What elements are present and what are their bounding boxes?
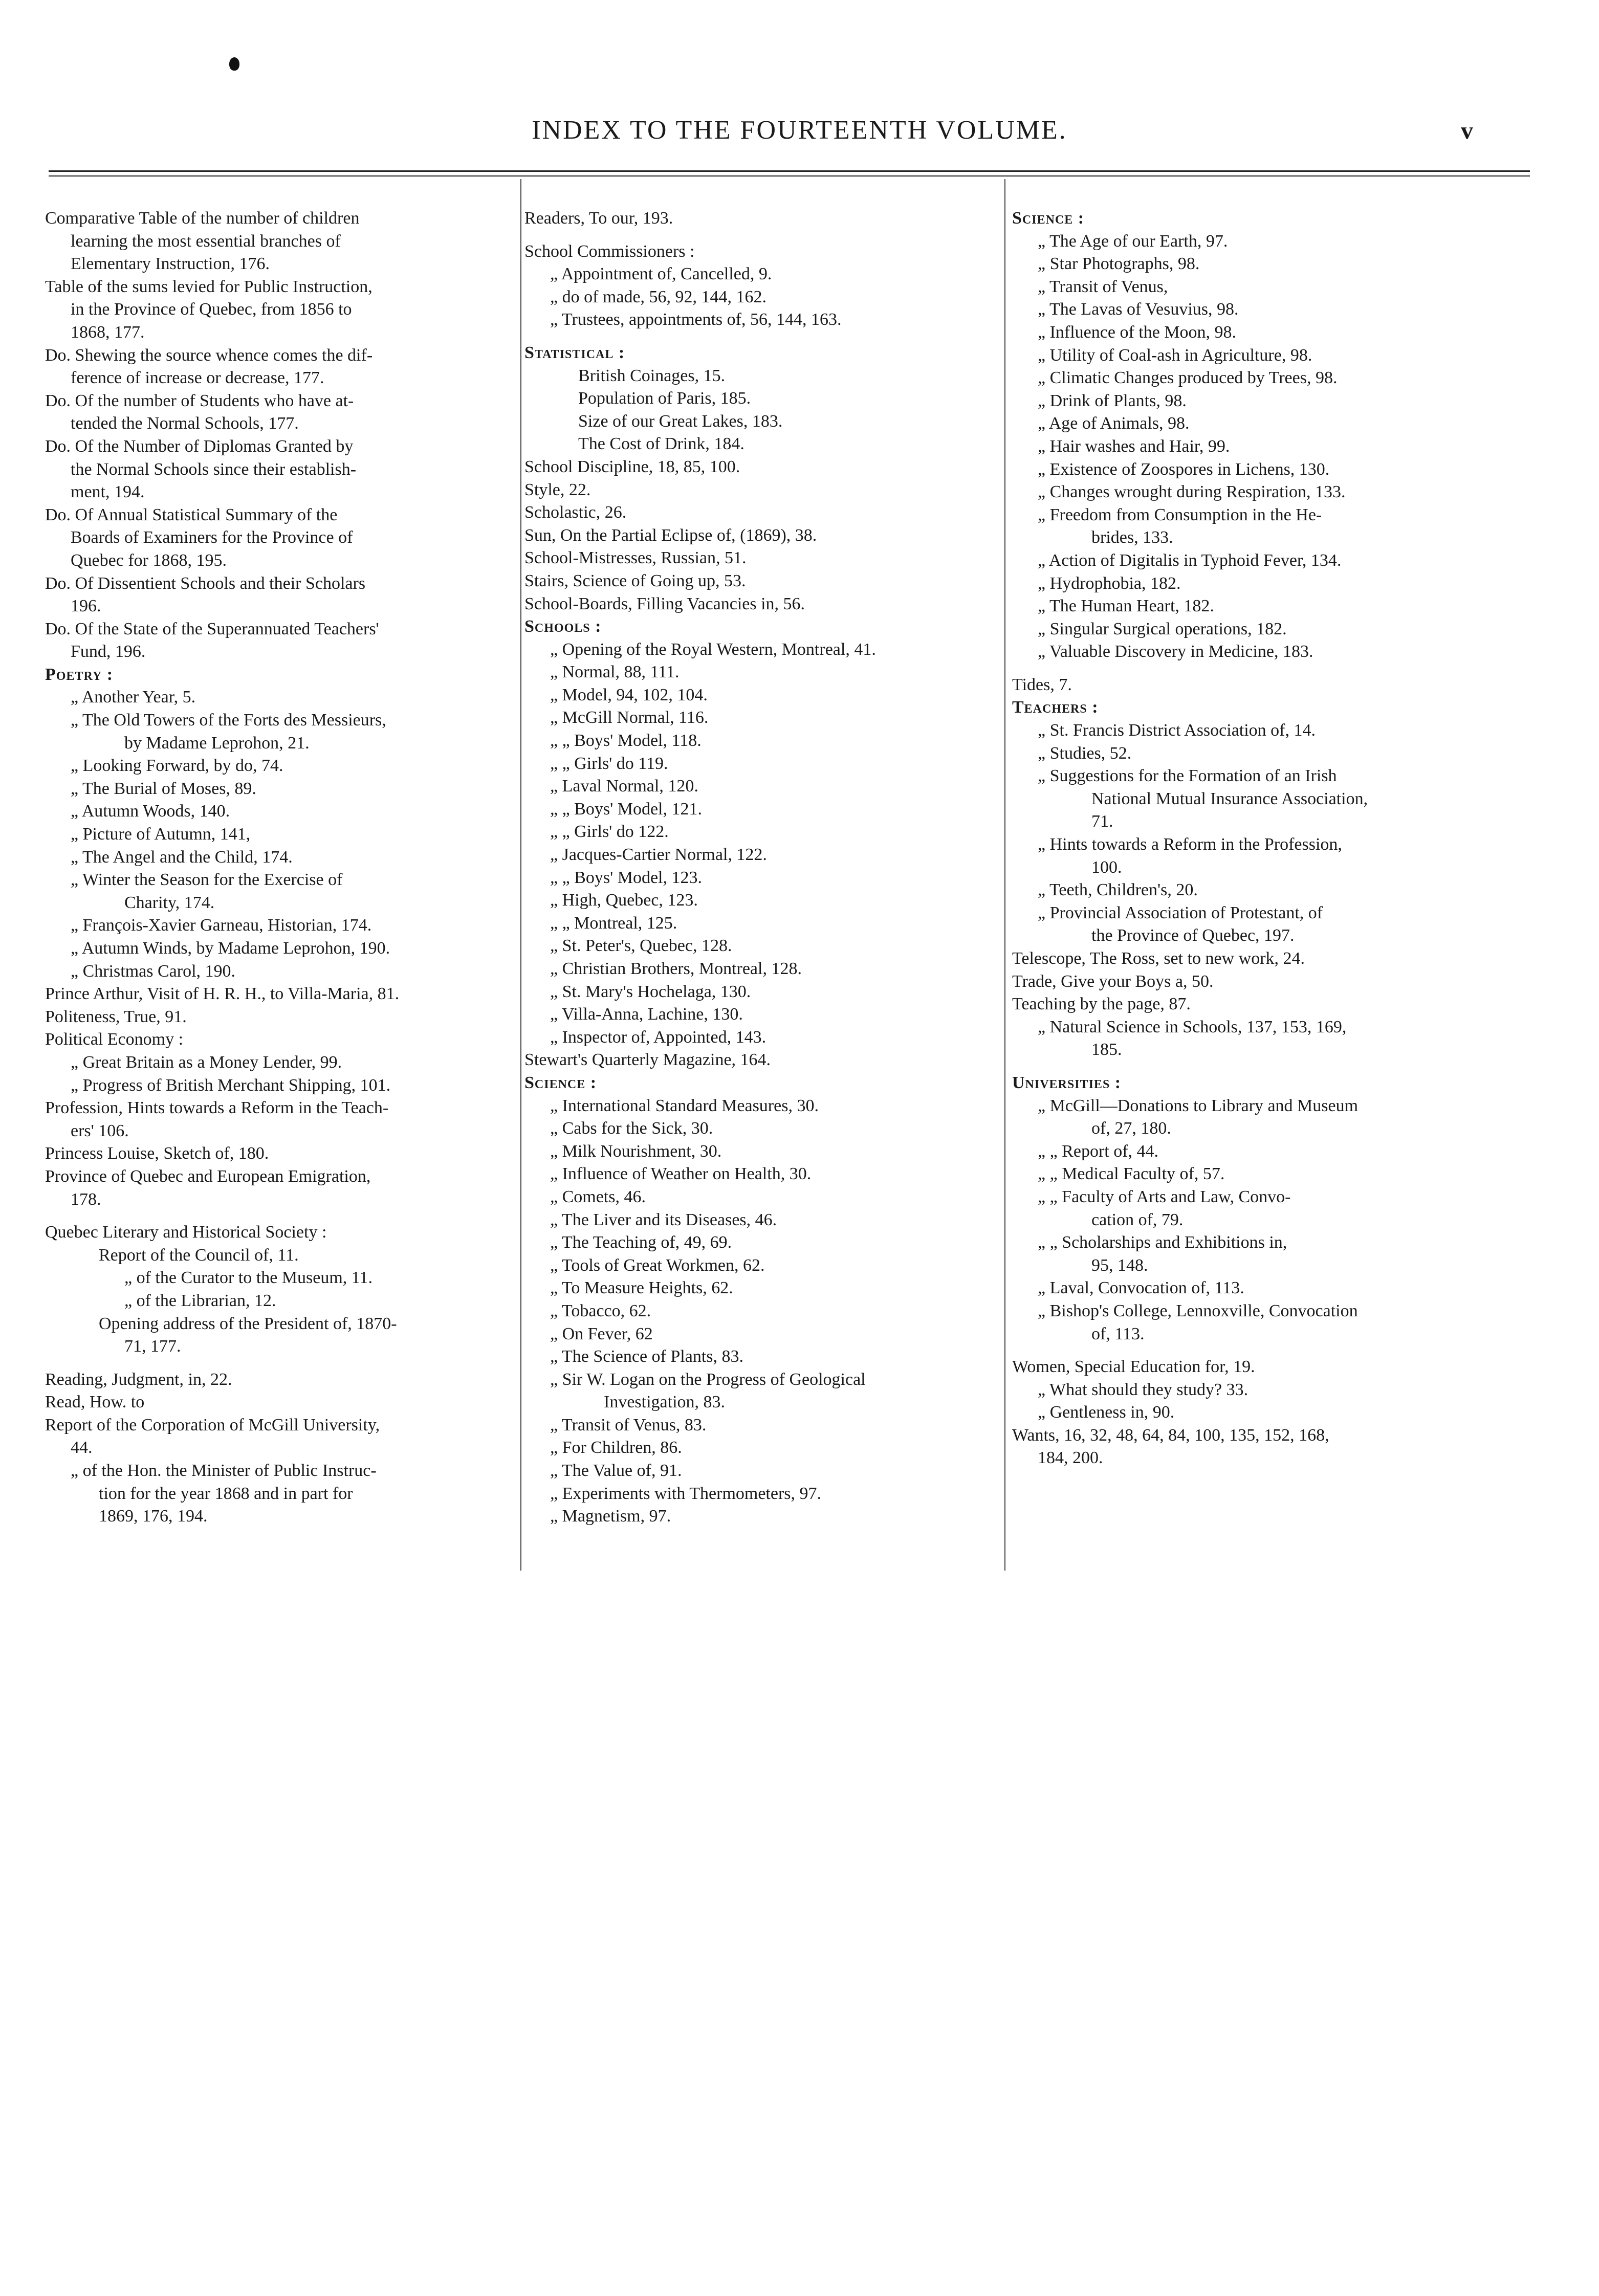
page-title: INDEX TO THE FOURTEENTH VOLUME. — [532, 116, 1067, 145]
index-entry: Sun, On the Partial Eclipse of, (1869), 38. — [524, 525, 817, 545]
index-entry: „ Laval Normal, 120. — [550, 777, 698, 796]
index-entry: „ Age of Animals, 98. — [1038, 414, 1190, 433]
index-entry: „ Laval, Convocation of, 113. — [1038, 1278, 1244, 1298]
index-entry: „ Influence of the Moon, 98. — [1038, 322, 1237, 342]
index-section-heading: Teachers : — [1012, 698, 1099, 717]
index-entry: ference of increase or decrease, 177. — [71, 368, 324, 388]
index-entry: „ Milk Nourishment, 30. — [550, 1141, 722, 1161]
index-entry: Stewart's Quarterly Magazine, 164. — [524, 1050, 771, 1070]
index-entry: „ „ Report of, 44. — [1038, 1141, 1159, 1161]
index-entry: Reading, Judgment, in, 22. — [45, 1370, 232, 1389]
index-column-2 — [524, 207, 1008, 1528]
index-entry: „ St. Mary's Hochelaga, 130. — [550, 982, 751, 1001]
index-entry: „ What should they study? 33. — [1038, 1380, 1248, 1399]
index-entry: brides, 133. — [1091, 528, 1173, 547]
index-section-heading: Science : — [524, 1073, 597, 1092]
index-entry: „ Experiments with Thermometers, 97. — [550, 1484, 822, 1503]
index-entry: Scholastic, 26. — [524, 503, 627, 522]
index-entry: 71. — [1091, 812, 1113, 831]
index-entry: „ On Fever, 62 — [550, 1324, 653, 1343]
index-entry: „ Gentleness in, 90. — [1038, 1403, 1175, 1422]
index-entry: Wants, 16, 32, 48, 64, 84, 100, 135, 152, 168, — [1012, 1425, 1329, 1445]
index-entry: 178. — [71, 1189, 101, 1209]
index-entry: „ McGill Normal, 116. — [550, 708, 709, 727]
index-entry: Stairs, Science of Going up, 53. — [524, 571, 746, 590]
index-entry: „ „ Faculty of Arts and Law, Convo- — [1038, 1187, 1291, 1206]
index-entry: „ Valuable Discovery in Medicine, 183. — [1038, 642, 1313, 661]
index-entry: „ To Measure Heights, 62. — [550, 1278, 733, 1298]
index-entry: „ Model, 94, 102, 104. — [550, 685, 708, 704]
index-column-3 — [1012, 207, 1498, 1470]
index-entry: Read, How. to — [45, 1393, 145, 1412]
index-entry: „ For Children, 86. — [550, 1438, 682, 1458]
index-entry: „ Cabs for the Sick, 30. — [550, 1119, 713, 1138]
index-entry: „ Hints towards a Reform in the Profession, — [1038, 835, 1342, 854]
index-entry: „ „ Montreal, 125. — [550, 913, 677, 933]
index-entry: „ François-Xavier Garneau, Historian, 174. — [71, 916, 372, 935]
index-entry: „ Magnetism, 97. — [550, 1507, 671, 1526]
index-entry: Table of the sums levied for Public Instruction, — [45, 277, 373, 296]
index-entry: „ Star Photographs, 98. — [1038, 254, 1200, 274]
index-entry: Political Economy : — [45, 1030, 184, 1049]
index-entry: „ „ Girls' do 122. — [550, 822, 669, 842]
line-gap — [524, 230, 1008, 240]
index-entry: „ Bishop's College, Lennoxville, Convocation — [1038, 1301, 1358, 1320]
index-entry: „ Christian Brothers, Montreal, 128. — [550, 959, 802, 978]
index-entry: Do. Of the State of the Superannuated Teachers' — [45, 619, 379, 638]
index-section-heading: Schools : — [524, 617, 602, 636]
index-entry: the Province of Quebec, 197. — [1091, 926, 1295, 945]
index-entry: „ Utility of Coal-ash in Agriculture, 98. — [1038, 345, 1312, 365]
index-entry: „ Jacques-Cartier Normal, 122. — [550, 845, 767, 865]
index-entry: „ Singular Surgical operations, 182. — [1038, 619, 1287, 638]
index-entry: „ Drink of Plants, 98. — [1038, 391, 1187, 410]
index-entry: Boards of Examiners for the Province of — [71, 528, 353, 547]
index-entry: „ Opening of the Royal Western, Montreal, 41. — [550, 639, 876, 659]
index-entry: „ The Burial of Moses, 89. — [71, 779, 256, 798]
index-entry: Do. Shewing the source whence comes the dif- — [45, 345, 373, 365]
index-entry: „ Provincial Association of Protestant, of — [1038, 903, 1323, 922]
index-entry: tion for the year 1868 and in part for — [99, 1484, 353, 1503]
index-entry: „ The Angel and the Child, 174. — [71, 847, 293, 867]
index-entry: the Normal Schools since their establish- — [71, 459, 357, 479]
index-entry: „ Another Year, 5. — [71, 688, 196, 707]
index-entry: „ Great Britain as a Money Lender, 99. — [71, 1052, 342, 1072]
line-gap — [45, 1358, 516, 1368]
index-entry: „ Normal, 88, 111. — [550, 663, 680, 682]
index-entry: Quebec for 1868, 195. — [71, 550, 227, 570]
index-entry: „ Changes wrought during Respiration, 133. — [1038, 482, 1346, 502]
index-entry: „ The Lavas of Vesuvius, 98. — [1038, 300, 1239, 319]
index-entry: 1869, 176, 194. — [99, 1507, 208, 1526]
index-entry: „ Action of Digitalis in Typhoid Fever, 134. — [1038, 550, 1342, 570]
index-section-heading: Science : — [1012, 209, 1085, 228]
index-entry: „ Picture of Autumn, 141, — [71, 825, 251, 844]
index-entry: „ Appointment of, Cancelled, 9. — [550, 264, 772, 284]
index-entry: „ „ Boys' Model, 118. — [550, 731, 702, 750]
line-gap — [1012, 1062, 1498, 1072]
index-entry: Profession, Hints towards a Reform in the Teach- — [45, 1098, 389, 1118]
index-entry: „ High, Quebec, 123. — [550, 891, 698, 910]
index-entry: Elementary Instruction, 176. — [71, 254, 270, 274]
index-entry: School Commissioners : — [524, 241, 695, 261]
index-entry: Style, 22. — [524, 480, 591, 499]
index-entry: „ Trustees, appointments of, 56, 144, 163. — [550, 310, 842, 329]
index-entry: Fund, 196. — [71, 642, 146, 661]
index-entry: „ The Age of our Earth, 97. — [1038, 231, 1228, 251]
index-entry: „ The Value of, 91. — [550, 1461, 682, 1481]
index-entry: Telescope, The Ross, set to new work, 24. — [1012, 949, 1305, 968]
header-rule-thin — [49, 175, 1530, 176]
index-entry: „ St. Francis District Association of, 14. — [1038, 721, 1316, 740]
index-entry: „ Autumn Woods, 140. — [71, 802, 230, 821]
index-entry: Do. Of the number of Students who have at- — [45, 391, 354, 410]
column-divider — [520, 179, 521, 1571]
index-section-heading: Statistical : — [524, 343, 625, 362]
index-entry: Opening address of the President of, 1870- — [99, 1314, 397, 1333]
index-entry: „ Influence of Weather on Health, 30. — [550, 1164, 812, 1184]
index-entry: Politeness, True, 91. — [45, 1007, 187, 1026]
index-entry: „ Existence of Zoospores in Lichens, 130. — [1038, 459, 1330, 479]
index-entry: „ Tools of Great Workmen, 62. — [550, 1255, 765, 1275]
ink-blot-mark — [229, 57, 239, 71]
line-gap — [45, 1211, 516, 1221]
index-entry: Province of Quebec and European Emigration, — [45, 1166, 371, 1186]
index-entry: School Discipline, 18, 85, 100. — [524, 457, 740, 476]
index-entry: „ „ Scholarships and Exhibitions in, — [1038, 1233, 1287, 1252]
index-entry: British Coinages, 15. — [578, 366, 726, 385]
index-entry: 95, 148. — [1091, 1255, 1148, 1275]
index-entry: of, 27, 180. — [1091, 1119, 1171, 1138]
index-column-1 — [45, 207, 516, 1528]
index-entry: „ Studies, 52. — [1038, 743, 1132, 763]
index-entry: „ „ Boys' Model, 121. — [550, 799, 702, 819]
index-entry: Women, Special Education for, 19. — [1012, 1357, 1255, 1377]
index-entry: 184, 200. — [1038, 1448, 1103, 1468]
index-entry: „ Winter the Season for the Exercise of — [71, 870, 343, 890]
index-entry: „ Sir W. Logan on the Progress of Geological — [550, 1370, 866, 1389]
index-entry: „ „ Boys' Model, 123. — [550, 868, 702, 887]
index-entry: „ Freedom from Consumption in the He- — [1038, 505, 1322, 524]
index-entry: „ Teeth, Children's, 20. — [1038, 880, 1198, 900]
index-entry: „ Progress of British Merchant Shipping, 101. — [71, 1075, 391, 1095]
index-entry: „ Inspector of, Appointed, 143. — [550, 1027, 766, 1047]
index-entry: cation of, 79. — [1091, 1210, 1184, 1229]
index-entry: 100. — [1091, 857, 1122, 877]
index-section-heading: Universities : — [1012, 1073, 1122, 1092]
index-entry: „ The Liver and its Diseases, 46. — [550, 1210, 777, 1229]
index-entry: Report of the Corporation of McGill University, — [45, 1415, 380, 1434]
index-entry: „ St. Peter's, Quebec, 128. — [550, 936, 732, 956]
index-entry: „ The Teaching of, 49, 69. — [550, 1233, 732, 1252]
index-entry: „ of the Curator to the Museum, 11. — [124, 1268, 373, 1288]
line-gap — [524, 332, 1008, 342]
index-entry: 1868, 177. — [71, 322, 145, 342]
index-entry: „ McGill—Donations to Library and Museum — [1038, 1096, 1359, 1115]
index-entry: „ „ Girls' do 119. — [550, 754, 668, 773]
index-entry: 196. — [71, 597, 101, 616]
index-entry: Do. Of Annual Statistical Summary of the — [45, 505, 338, 524]
index-entry: „ Climatic Changes produced by Trees, 98. — [1038, 368, 1338, 388]
index-entry: Do. Of Dissentient Schools and their Scholars — [45, 573, 366, 593]
index-entry: „ Comets, 46. — [550, 1187, 646, 1206]
index-entry: by Madame Leprohon, 21. — [124, 733, 310, 753]
line-gap — [1012, 664, 1498, 674]
index-entry: „ Villa-Anna, Lachine, 130. — [550, 1005, 743, 1024]
index-entry: „ Looking Forward, by do, 74. — [71, 756, 283, 776]
index-entry: „ Christmas Carol, 190. — [71, 961, 236, 981]
index-entry: ment, 194. — [71, 482, 145, 502]
index-entry: „ Transit of Venus, 83. — [550, 1415, 707, 1434]
index-entry: „ The Science of Plants, 83. — [550, 1347, 744, 1366]
index-entry: 71, 177. — [124, 1337, 181, 1356]
index-entry: Charity, 174. — [124, 893, 215, 912]
index-entry: The Cost of Drink, 184. — [578, 434, 744, 454]
index-entry: Do. Of the Number of Diplomas Granted by — [45, 436, 354, 456]
index-entry: „ of the Librarian, 12. — [124, 1291, 276, 1310]
index-entry: National Mutual Insurance Association, — [1091, 789, 1368, 808]
index-entry: „ The Human Heart, 182. — [1038, 597, 1214, 616]
index-entry: Trade, Give your Boys a, 50. — [1012, 972, 1214, 991]
index-entry: Prince Arthur, Visit of H. R. H., to Villa-Maria, 81. — [45, 984, 400, 1004]
index-entry: „ „ Medical Faculty of, 57. — [1038, 1164, 1225, 1184]
index-entry: „ The Old Towers of the Forts des Messieurs, — [71, 711, 386, 730]
line-gap — [1012, 1345, 1498, 1356]
index-entry: Size of our Great Lakes, 183. — [578, 411, 783, 431]
index-entry: School-Boards, Filling Vacancies in, 56. — [524, 594, 805, 613]
column-divider — [1004, 179, 1005, 1571]
index-entry: tended the Normal Schools, 177. — [71, 414, 299, 433]
index-entry: Comparative Table of the number of children — [45, 209, 360, 228]
index-entry: learning the most essential branches of — [71, 231, 341, 251]
index-entry: „ Transit of Venus, — [1038, 277, 1168, 296]
index-entry: „ Hydrophobia, 182. — [1038, 573, 1181, 593]
index-entry: 185. — [1091, 1040, 1122, 1059]
index-entry: „ Autumn Winds, by Madame Leprohon, 190. — [71, 939, 390, 958]
index-entry: School-Mistresses, Russian, 51. — [524, 548, 747, 568]
page-number: v — [1461, 117, 1473, 144]
index-entry: „ Hair washes and Hair, 99. — [1038, 436, 1230, 456]
index-section-heading: Poetry : — [45, 665, 114, 684]
index-entry: Population of Paris, 185. — [578, 389, 751, 408]
index-entry: of, 113. — [1091, 1324, 1145, 1343]
index-entry: Readers, To our, 193. — [524, 209, 673, 228]
index-entry: Princess Louise, Sketch of, 180. — [45, 1144, 269, 1163]
index-entry: Investigation, 83. — [604, 1393, 726, 1412]
header-rule — [49, 170, 1530, 172]
index-entry: „ of the Hon. the Minister of Public Instruc- — [71, 1461, 377, 1481]
index-entry: „ Natural Science in Schools, 137, 153, 169, — [1038, 1017, 1347, 1036]
index-entry: „ do of made, 56, 92, 144, 162. — [550, 287, 767, 306]
index-entry: „ Suggestions for the Formation of an Irish — [1038, 766, 1337, 786]
index-entry: Tides, 7. — [1012, 675, 1072, 694]
index-entry: Quebec Literary and Historical Society : — [45, 1223, 327, 1242]
index-entry: Teaching by the page, 87. — [1012, 995, 1191, 1014]
index-entry: 44. — [71, 1438, 93, 1458]
index-entry: „ Tobacco, 62. — [550, 1301, 651, 1320]
index-entry: „ International Standard Measures, 30. — [550, 1096, 819, 1115]
index-entry: Report of the Council of, 11. — [99, 1245, 299, 1265]
index-entry: ers' 106. — [71, 1121, 129, 1140]
index-entry: in the Province of Quebec, from 1856 to — [71, 300, 352, 319]
